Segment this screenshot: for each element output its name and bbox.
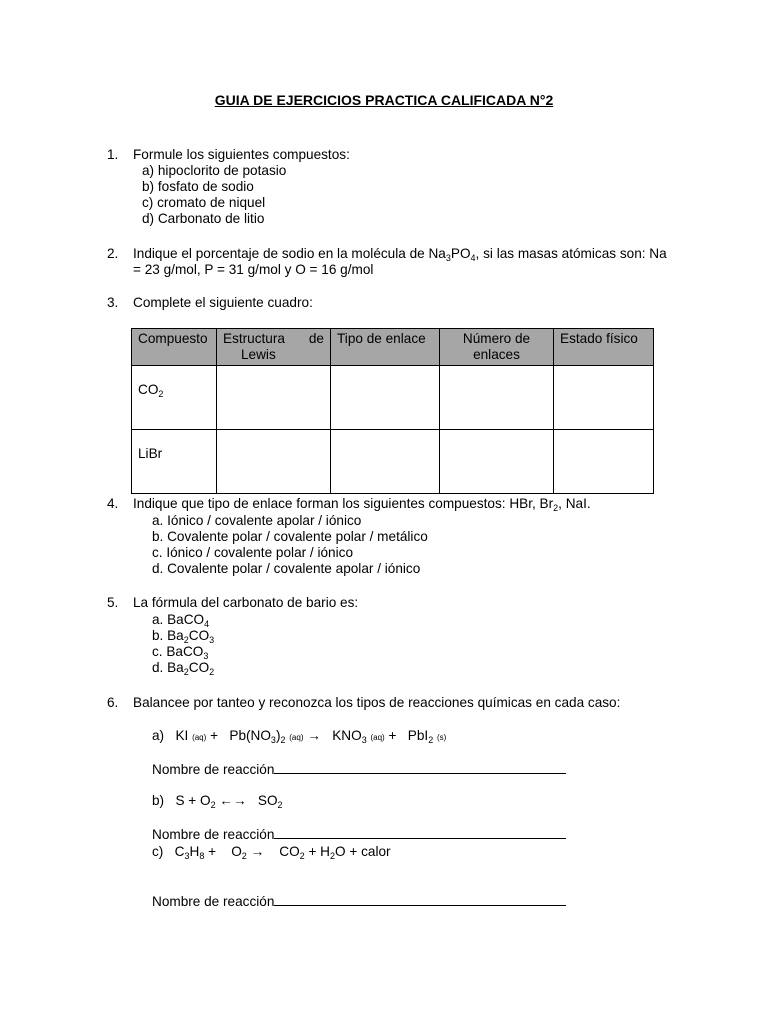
question-1-number: 1. xyxy=(107,147,119,162)
arrow-right-icon: → xyxy=(307,728,321,743)
header-tipo-enlace: Tipo de enlace xyxy=(331,329,440,366)
question-3-text: Complete el siguiente cuadro: xyxy=(133,295,313,310)
cell-blank[interactable] xyxy=(331,430,440,494)
table-row xyxy=(132,430,654,494)
question-5-option-b: b. $Ba_2CO_3$ xyxy=(152,628,215,645)
cell-blank[interactable] xyxy=(331,366,440,430)
question-4-number: 4. xyxy=(107,496,119,511)
cell-libr: LiBr xyxy=(132,430,217,494)
question-4-option-c: c. Iónico / covalente polar / iónico xyxy=(152,545,353,560)
question-1-text: Formule los siguientes compuestos: xyxy=(133,147,350,162)
header-compuesto: Compuesto xyxy=(132,329,217,366)
question-2-number: 2. xyxy=(107,246,119,261)
header-estado-fisico: Estado físico xyxy=(554,329,654,366)
question-4-option-a: a. Iónico / covalente apolar / iónico xyxy=(152,513,362,528)
header-estructura-lewis: Estructura de Lewis xyxy=(217,329,331,366)
question-4-option-b: b. Covalente polar / covalente polar / metálico xyxy=(152,529,428,544)
cell-blank[interactable] xyxy=(440,430,554,494)
question-6-text: Balancee por tanteo y reconozca los tipos de reacciones químicas en cada caso: xyxy=(133,695,621,710)
document-title: GUIA DE EJERCICIOS PRACTICA CALIFICADA N°2 xyxy=(214,92,554,108)
question-5-option-a: a. BaCO$_4$ xyxy=(152,612,210,629)
table-header-row xyxy=(132,329,654,366)
cell-blank[interactable] xyxy=(554,430,654,494)
arrow-both-icon: ←→ xyxy=(219,793,247,808)
table-row xyxy=(132,366,654,430)
question-4-option-d: d. Covalente polar / covalente apolar / iónico xyxy=(152,561,421,576)
header-numero-enlaces: Número de enlaces xyxy=(440,329,554,366)
nombre-reaccion-a: Nombre de reacción xyxy=(152,761,566,778)
cell-blank[interactable] xyxy=(554,366,654,430)
question-2-text-line2: = 23 g/mol, P = 31 g/mol y O = 16 g/mol xyxy=(133,262,374,277)
nombre-reaccion-c: Nombre de reacción xyxy=(152,893,566,910)
bond-table xyxy=(131,328,654,494)
question-3-number: 3. xyxy=(107,295,119,310)
equation-b: b) $S + O_2$ ←→ $SO_2$ xyxy=(152,793,283,810)
question-4-text: Indique que tipo de enlace forman los siguientes compuestos: HBr, $Br_2$, NaI. xyxy=(133,496,591,513)
nombre-reaccion-b: Nombre de reacción xyxy=(152,826,566,843)
equation-a: a) KI (aq) + $Pb(NO_3)_2$ (aq) → $KNO_3$ (aq) + PbI$_2$ (s) xyxy=(152,728,447,745)
equation-c: c) $C_3H_8$ + $O_2$ → $CO_2 + H_2O$ + calor xyxy=(152,844,391,861)
cell-blank[interactable] xyxy=(217,430,331,494)
cell-blank[interactable] xyxy=(217,366,331,430)
answer-blank-b[interactable] xyxy=(274,826,566,839)
answer-blank-a[interactable] xyxy=(274,761,566,774)
question-1-item-b: b) fosfato de sodio xyxy=(142,179,254,194)
question-1-item-a: a) hipoclorito de potasio xyxy=(142,163,287,178)
question-5-option-d: d. $Ba_2CO_2$ xyxy=(152,660,215,677)
question-1-item-c: c) cromato de niquel xyxy=(142,195,266,210)
arrow-right-icon: → xyxy=(250,844,265,859)
question-5-number: 5. xyxy=(107,595,119,610)
answer-blank-c[interactable] xyxy=(274,893,566,906)
question-5-text: La fórmula del carbonato de bario es: xyxy=(133,595,359,610)
question-5-option-c: c. BaCO$_3$ xyxy=(152,644,209,661)
question-1-item-d: d) Carbonato de litio xyxy=(142,211,265,226)
cell-co2: $CO_2$ xyxy=(132,366,217,430)
question-2-text: Indique el porcentaje de sodio en la molécula de $Na_3PO_4$, si las masas atómicas son: Na xyxy=(133,246,667,263)
cell-blank[interactable] xyxy=(440,366,554,430)
question-6-number: 6. xyxy=(107,695,119,710)
